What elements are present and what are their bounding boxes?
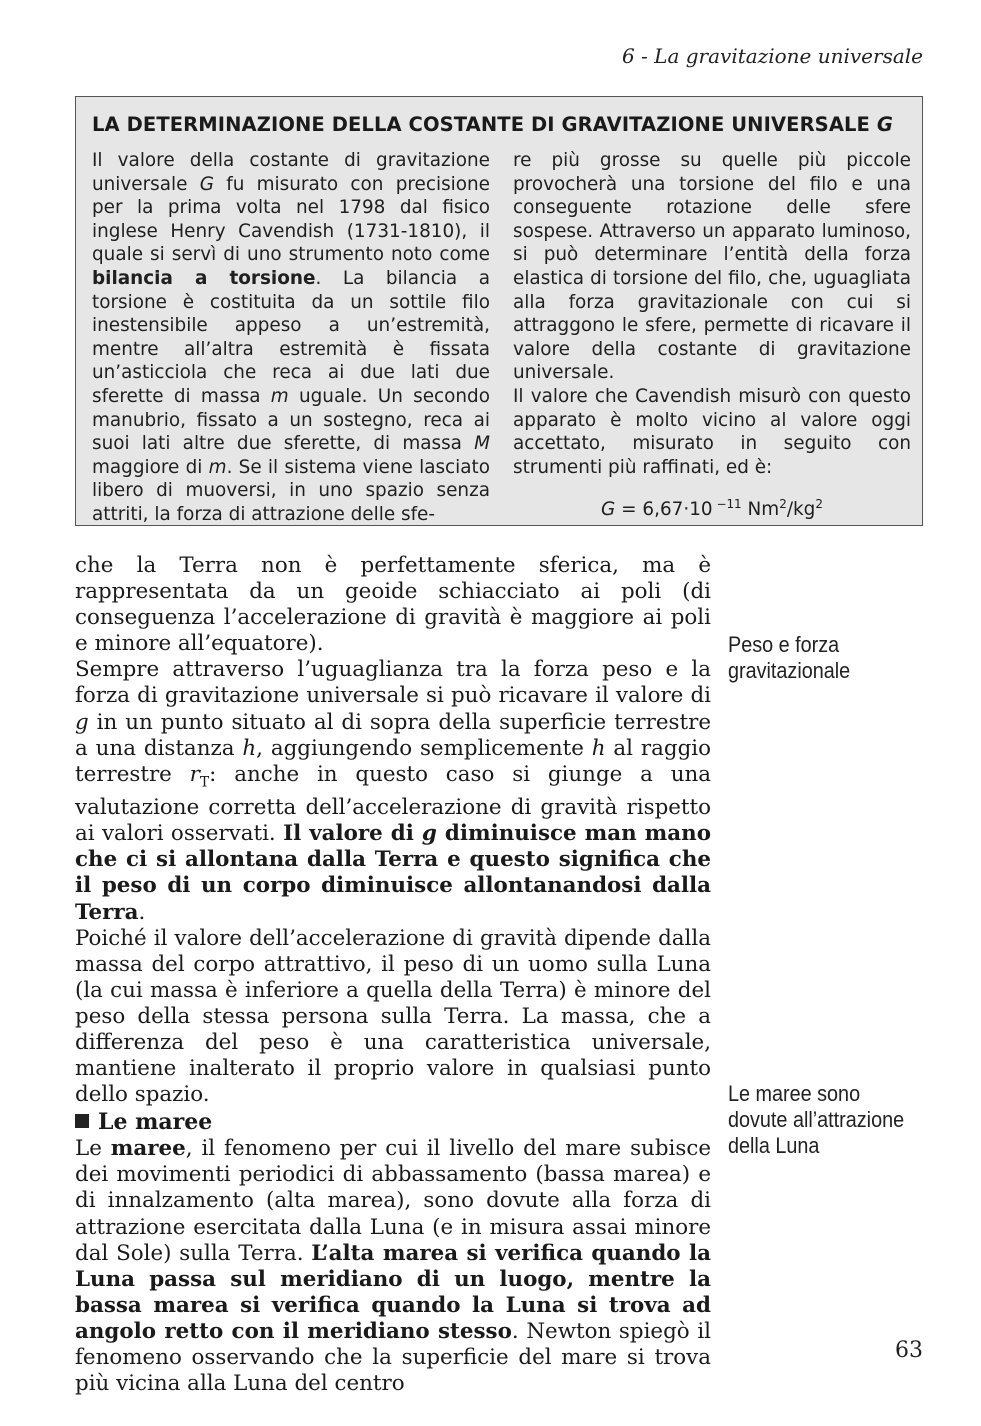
- margin-note-maree: Le maree sono dovute all’attrazione della Luna: [728, 1081, 905, 1158]
- page-number: 63: [895, 1338, 923, 1363]
- paragraph: Sempre attraverso l’uguaglianza tra la forza peso e la forza di gravitazione universale si può ricavare il valore di g in un punto situato al di sopra della superficie terrestre a una distanza h, aggiungendo semplicemente h al raggio terrestre $r_T$: anche in questo caso si giunge a una valutazione corretta dell’accelerazione di gravità rispetto ai valori osservati. Il valore di g diminuisce man mano che ci si allontana dalla Terra e questo significa che il peso di un corpo diminuisce allontanandosi dalla Terra.: [75, 657, 712, 925]
- paragraph: che la Terra non è perfettamente sferica, ma è rappresentata da un geoide schiacciato ai poli (di conseguenza l’accelerazione di gravità è maggiore ai poli e minore all’equatore).: [75, 553, 711, 657]
- box-column-right: [513, 149, 911, 522]
- paragraph: Poiché il valore dell’accelerazione di gravità dipende dalla massa del corpo attrattivo, il peso di un uomo sulla Luna (la cui massa è inferiore a quella della Terra) è minore del peso della stessa persona sulla Terra. La massa, che a differenza del peso è una caratteristica universale, mantiene inalterato il proprio valore in qualsiasi punto dello spazio.: [75, 925, 711, 1108]
- paragraph: Le maree, il fenomeno per cui il livello del mare subisce dei movimenti periodici di abbassamento (bassa marea) e di innalzamento (alta marea), sono dovute alla forza di attrazione esercitata dalla Luna (e in misura assai minore dal Sole) sulla Terra. L’alta marea si verifica quando la Luna passa sul meridiano di un luogo, mentre la bassa marea si verifica quando la Luna si trova ad angolo retto con il meridiano stesso. Newton spiegò il fenomeno osservando che la superficie del mare si trova più vicina alla Luna del centro: [75, 1136, 711, 1397]
- box-column-left: Il valore della costante di gravitazione universale G fu misurato con precisione per la prima volta nel 1798 dal fisico inglese Henry Cavendish (1731-1810), il quale si servì di uno strumento noto come bilancia a torsione. La bilancia a torsione è costituita da un sottile filo inestensibile appeso a un’estremità, mentre all’altra estremità è fissata un’asticciola che reca ai due lati due sferette di massa m uguale. Un secondo manubrio, fissato a un sostegno, reca ai suoi lati altre due sferette, di massa M maggiore di m. Se il sistema viene lasciato libero di muoversi, in uno spazio senza attriti, la forza di attrazione delle sfe-: [92, 150, 490, 525]
- formula-G: G = 6,67·10 $^{-11}$ $Nm^2/kg^2$: [601, 497, 823, 521]
- main-text: [75, 553, 711, 1397]
- info-box: [75, 96, 923, 526]
- term-bilancia: bilancia a torsione: [92, 267, 316, 289]
- box-paragraph: Il valore che Cavendish misurò con questo apparato è molto vicino al valore oggi accettato, misurato in seguito con strumenti più raffinati, ed è:: [513, 385, 911, 478]
- running-header: 6 - La gravitazione universale: [621, 44, 923, 68]
- section-heading: Le maree: [75, 1108, 711, 1136]
- margin-note-peso: Peso e forza gravitazionale: [728, 632, 851, 683]
- square-bullet-icon: [75, 1114, 89, 1128]
- box-title: LA DETERMINAZIONE DELLA COSTANTE DI GRAVITAZIONE UNIVERSALE G: [92, 113, 893, 136]
- box-paragraph: re più grosse su quelle più piccole provocherà una torsione del filo e una conseguente rotazione delle sfere sospese. Attraverso un apparato luminoso, si può determinare l’entità della forza elastica di torsione del filo, che, uguagliata alla forza gravitazionale con cui si attraggono le sfere, permette di ricavare il valore della costante di gravitazione universale.: [513, 150, 911, 384]
